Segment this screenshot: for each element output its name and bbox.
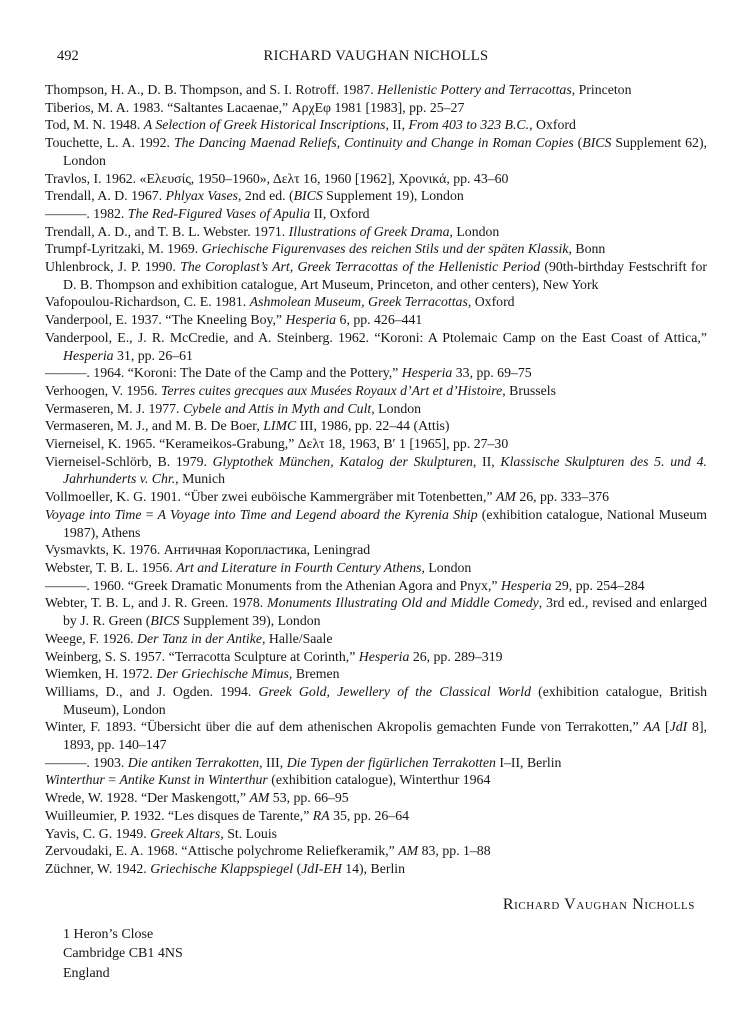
entry-text: Vollmoeller, K. G. 1901. “Über zwei euböische Kammergräber mit Totenbetten,” [45,489,496,505]
entry-title-italic: JdI [669,719,688,735]
entry-text: ———. 1960. “Greek Dramatic Monuments from the Athenian Agora and Pnyx,” [45,577,501,593]
bibliography-entry [45,293,707,311]
entry-text: Uhlenbrock, J. P. 1990. [45,259,181,275]
entry-text: Weinberg, S. S. 1957. “Terracotta Sculpture at Corinth,” [45,648,359,664]
bibliography-entry [45,559,707,577]
entry-text: Touchette, L. A. 1992. [45,135,174,151]
entry-title-italic: Cybele and Attis in Myth and Cult [182,400,372,416]
bibliography-entry [45,807,707,825]
entry-text: ———. 1982. [45,205,128,221]
entry-text: Wrede, W. 1928. “Der Maskengott,” [45,790,250,806]
entry-text: Vanderpool, E., J. R. McCredie, and A. Steinberg. 1962. “Koroni: A Ptolemaic Camp on the East Coast of Attica,” [45,329,707,345]
entry-text: ( [293,860,302,876]
entry-text: , Munich [175,471,225,487]
entry-text: , Brussels [502,382,556,398]
author-address [63,925,183,983]
entry-text: , Halle/Saale [262,630,333,646]
entry-title-italic: Hesperia [401,365,453,381]
entry-text: [ [660,719,670,735]
entry-title-italic: Der Tanz in der Antike [137,630,262,646]
entry-text: , London [449,223,500,239]
entry-title-italic: AM [249,790,270,806]
entry-text: , Bremen [288,666,340,682]
entry-text: Tiberios, M. A. 1983. “Saltantes Lacaenae,” ΑρχΕφ 1981 [1983], pp. 25–27 [45,99,465,115]
entry-text: Vermaseren, M. J. 1977. [45,400,183,416]
entry-text: , Oxford [529,117,576,133]
entry-title-italic: Glyptothek München, Katalog der Skulpturen [212,453,473,469]
entry-text: 8], 1893, pp. 140–147 [63,719,707,753]
entry-text: , London [421,559,472,575]
bibliography-entry [45,170,707,188]
entry-title-italic: RA [312,807,330,823]
entry-text: , 3rd ed., revised and enlarged by J. R. Green ( [63,595,707,629]
entry-title-italic: Die Typen der figürlichen Terrakotten [286,754,496,770]
entry-text: 14), Berlin [341,860,406,876]
entry-text: Supplement 19), London [322,188,464,204]
bibliography-entry [45,81,707,99]
entry-title-italic: The Coroplast’s Art, Greek Terracottas of the Hellenistic Period [180,259,541,275]
entry-title-italic: The Dancing Maenad Reliefs, Continuity and Change in Roman Copies [173,135,574,151]
entry-title-italic: AA [643,719,661,735]
entry-title-italic: Illustrations of Greek Drama [288,223,450,239]
entry-text: , 2nd ed. ( [238,188,294,204]
bibliography-entry [45,400,707,418]
entry-text: 33, pp. 69–75 [452,365,532,381]
entry-text: ( [573,135,583,151]
bibliography-entry [45,541,707,559]
bibliography-entry [45,683,707,718]
entry-text: Travlos, I. 1962. «Ελευσίς, 1950–1960», Δελτ 16, 1960 [1962], Χρονικά, pp. 43–60 [45,170,509,186]
entry-title-italic: Griechische Figurenvases des reichen Stils und der späten Klassik [201,241,569,257]
entry-text: Vierneisel, K. 1965. “Kerameikos-Grabung,” Δελτ 18, 1963, Β′ 1 [1965], pp. 27–30 [45,436,509,452]
bibliography-entry [45,258,707,293]
bibliography-entry [45,860,707,878]
entry-text: , Bonn [568,241,606,257]
entry-text: 6, pp. 426–441 [336,312,423,328]
address-line: England [63,965,110,981]
entry-text: (exhibition catalogue), Winterthur 1964 [267,772,491,788]
entry-text: Yavis, C. G. 1949. [45,825,151,841]
entry-text: Vermaseren, M. J., and M. B. De Boer, [45,418,264,434]
bibliography-entry [45,435,707,453]
entry-title-italic: Hesperia [63,347,114,363]
entry-text: = [104,772,120,788]
bibliography-entry [45,187,707,205]
entry-text: 29, pp. 254–284 [551,577,645,593]
entry-title-italic: JdI-EH [301,860,342,876]
bibliography-list [45,81,707,878]
entry-text: 26, pp. 289–319 [409,648,503,664]
entry-text: , III, [259,754,287,770]
entry-text: II, Oxford [310,205,370,221]
bibliography-entry [45,506,707,541]
entry-title-italic: Phlyax Vases [165,188,239,204]
entry-text: Webster, T. B. L. 1956. [45,559,177,575]
entry-text: Trumpf-Lyritzaki, M. 1969. [45,241,202,257]
entry-title-italic: Terres cuites grecques aux Musées Royaux d’Art et d’Histoire [161,382,503,398]
entry-text: (exhibition catalogue, British Museum), London [63,683,707,717]
entry-text: Thompson, H. A., D. B. Thompson, and S. I. Rotroff. 1987. [45,82,378,97]
entry-title-italic: Hesperia [285,312,337,328]
entry-text: (90th-birthday Festschrift for D. B. Thompson and exhibition catalogue, Art Museum, Princeton, and other centers), New York [63,259,707,292]
bibliography-entry [45,453,707,488]
entry-text: Supplement 62), London [63,135,708,168]
bibliography-entry [45,825,707,843]
entry-title-italic: From 403 to 323 B.C. [408,117,530,133]
entry-title-italic: Greek Altars [150,825,221,841]
entry-title-italic: Winterthur [45,772,105,788]
entry-text: , London [371,400,422,416]
entry-text: 26, pp. 333–376 [515,489,610,505]
bibliography-entry [45,577,707,595]
entry-text: Züchner, W. 1942. [45,860,151,876]
entry-text: Vafopoulou-Richardson, C. E. 1981. [45,294,250,310]
entry-text: Tod, M. N. 1948. [45,117,144,133]
entry-title-italic: Hesperia [358,648,410,664]
entry-text: 31, pp. 26–61 [113,347,193,363]
bibliography-entry [45,771,707,789]
entry-text: Vierneisel-Schlörb, B. 1979. [45,453,213,469]
entry-text: , St. Louis [220,825,278,841]
entry-text: Webter, T. B. L, and J. R. Green. 1978. [45,595,268,611]
entry-text: ———. 1964. “Koroni: The Date of the Camp and the Pottery,” [45,365,402,381]
entry-text: Vysmavkts, K. 1976. Античная Коропластика, Leningrad [45,542,371,558]
entry-text: , II, [472,453,501,469]
bibliography-entry [45,134,707,169]
bibliography-entry [45,754,707,772]
entry-text: , II, [385,117,409,133]
entry-title-italic: BICS [582,135,612,151]
entry-text: III, 1986, pp. 22–44 (Attis) [296,418,450,434]
author-signature: Richard Vaughan Nicholls [502,896,695,913]
entry-text: Zervoudaki, E. A. 1968. “Attische polychrome Reliefkeramik,” [45,843,399,859]
bibliography-entry [45,842,707,860]
entry-title-italic: Art and Literature in Fourth Century Athens [176,559,422,575]
entry-title-italic: Ashmolean Museum, Greek Terracottas [249,294,468,310]
bibliography-entry [45,594,707,629]
bibliography-entry [45,223,707,241]
entry-text: Verhoogen, V. 1956. [45,382,161,398]
bibliography-entry [45,648,707,666]
entry-title-italic: LIMC [263,418,297,434]
entry-text: (exhibition catalogue, National Museum 1987), Athens [63,506,708,540]
entry-title-italic: Klassische Skulpturen des 5. und 4. Jahrhunderts v. Chr. [63,453,707,487]
entry-title-italic: Die antiken Terrakotten [127,754,260,770]
entry-text: , Oxford [467,294,515,310]
entry-text: 53, pp. 66–95 [269,790,349,806]
entry-text: Wiemken, H. 1972. [45,666,157,682]
entry-text: Wuilleumier, P. 1932. “Les disques de Tarente,” [45,807,313,823]
entry-text: Supplement 39), London [179,613,321,629]
entry-text: , Princeton [571,82,632,97]
bibliography-entry [45,116,707,134]
entry-title-italic: BICS [293,188,323,204]
entry-text: Weege, F. 1926. [45,630,138,646]
entry-title-italic: AM [495,489,516,505]
bibliography-entry [45,382,707,400]
bibliography-entry [45,417,707,435]
entry-title-italic: Hesperia [500,577,552,593]
entry-title-italic: Der Griechische Mimus [156,666,289,682]
entry-title-italic: AM [398,843,419,859]
entry-text: Vanderpool, E. 1937. “The Kneeling Boy,” [45,312,286,328]
entry-text: Williams, D., and J. Ogden. 1994. [45,683,259,699]
entry-text: Trendall, A. D. 1967. [45,188,166,204]
entry-text: Trendall, A. D., and T. B. L. Webster. 1971. [45,223,289,239]
address-line: 1 Heron’s Close [63,927,154,942]
bibliography-entry [45,718,707,753]
entry-text: Winter, F. 1893. “Übersicht über die auf dem athenischen Akropolis gemachten Funde von Terrakotten,” [45,719,644,735]
page-number: 492 [57,48,79,64]
bibliography-entry [45,488,707,506]
entry-title-italic: The Red-Figured Vases of Apulia [127,205,311,221]
entry-title-italic: Greek Gold, Jewellery of the Classical World [258,683,531,699]
bibliography-entry [45,205,707,223]
entry-text: ———. 1903. [45,754,128,770]
entry-title-italic: A Voyage into Time and Legend aboard the Kyrenia Ship [157,506,478,522]
bibliography-entry [45,240,707,258]
entry-title-italic: Voyage into Time [45,506,142,522]
bibliography-entry [45,789,707,807]
entry-title-italic: Hellenistic Pottery and Terracottas [377,82,572,97]
entry-title-italic: A Selection of Greek Historical Inscriptions [143,117,386,133]
bibliography-entry [45,630,707,648]
entry-title-italic: Antike Kunst in Winterthur [119,772,268,788]
bibliography-entry [45,665,707,683]
bibliography-entry [45,364,707,382]
page-header [45,47,707,65]
bibliography-entry [45,329,707,364]
entry-text: 35, pp. 26–64 [329,807,409,823]
address-line: Cambridge CB1 4NS [63,946,183,962]
running-title: RICHARD VAUGHAN NICHOLLS [263,48,489,64]
entry-text: = [141,506,158,522]
bibliography-entry [45,99,707,117]
entry-text: I–II, Berlin [495,754,562,770]
entry-text: 83, pp. 1–88 [418,843,491,859]
entry-title-italic: BICS [150,613,180,629]
entry-title-italic: Monuments Illustrating Old and Middle Comedy [267,595,539,611]
entry-title-italic: Griechische Klappspiegel [150,860,294,876]
bibliography-entry [45,311,707,329]
